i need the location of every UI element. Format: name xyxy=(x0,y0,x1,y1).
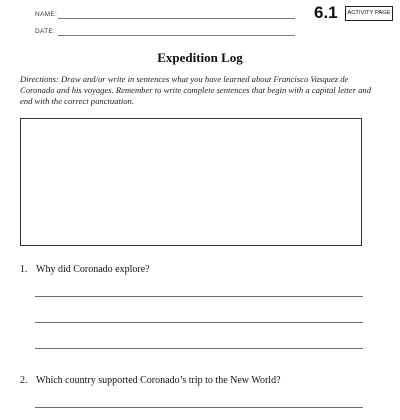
question-1 xyxy=(20,264,150,275)
answer-line-2a[interactable] xyxy=(35,407,363,408)
answer-line-1c[interactable] xyxy=(35,348,363,349)
activity-page-badge: ACTIVITY PAGE xyxy=(345,6,393,21)
date-line[interactable] xyxy=(58,35,295,36)
answer-line-1b[interactable] xyxy=(35,322,363,323)
question-2 xyxy=(20,375,281,386)
question-1-text: Why did Coronado explore? xyxy=(36,264,150,275)
worksheet-title: Expedition Log xyxy=(157,50,243,65)
name-line[interactable] xyxy=(58,18,295,19)
directions-text: Directions: Draw and/or write in sentences what you have learned about Francisco Vasquez de Coronado and his voyages. Remember to write complete sentences that begin with a capital letter and end with the correct punctuation. xyxy=(20,74,372,107)
answer-line-1a[interactable] xyxy=(35,296,363,297)
date-label: DATE: xyxy=(35,28,56,35)
question-1-number: 1. xyxy=(20,264,28,275)
activity-number: 6.1 xyxy=(314,3,338,22)
drawing-box[interactable] xyxy=(20,118,362,246)
name-label: NAME: xyxy=(35,11,58,18)
question-2-text: Which country supported Coronado’s trip to the New World? xyxy=(36,375,281,386)
question-2-number: 2. xyxy=(20,375,28,386)
